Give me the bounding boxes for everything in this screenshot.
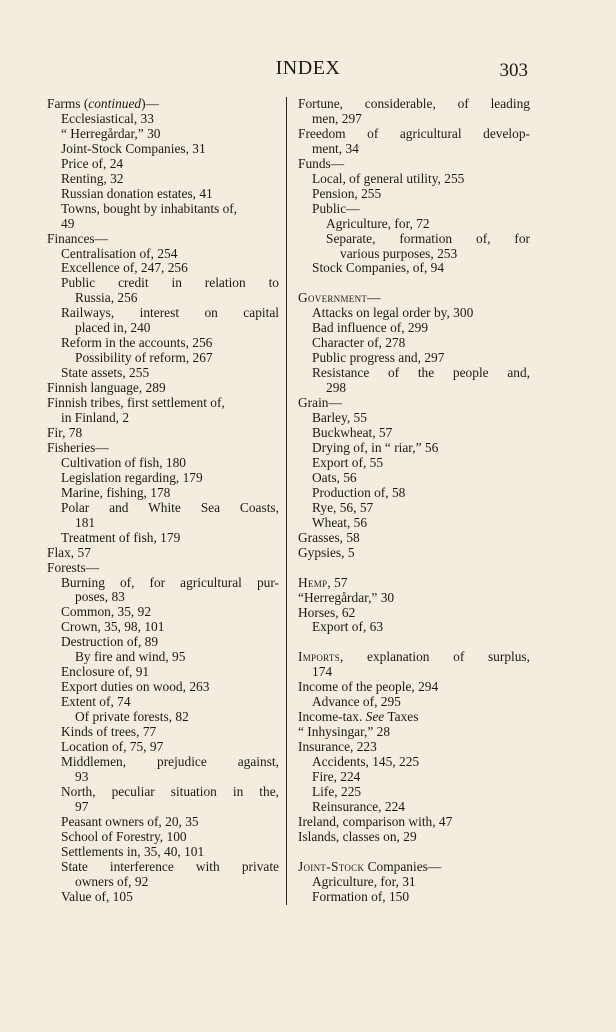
index-entry-line: Production of, 58 (312, 484, 406, 500)
index-entry-line: Towns, bought by inhabitants of, (61, 200, 238, 216)
index-entry-line: State interference with private (61, 858, 279, 874)
index-entry-line: Crown, 35, 98, 101 (61, 619, 165, 635)
index-entry-line: Separate, formation of, for (326, 230, 530, 246)
index-entry-line: Accidents, 145, 225 (312, 754, 420, 770)
index-entry-line: Possibility of reform, 267 (75, 350, 213, 366)
index-entry-line: 49 (61, 215, 75, 231)
index-entry-line: Middlemen, prejudice against, (61, 753, 279, 769)
index-entry-line (298, 650, 530, 665)
index-entry-line: Ecclesiastical, 33 (61, 110, 154, 126)
index-entry-line: Gypsies, 5 (298, 544, 355, 560)
index-entry-text: , explanation of surplus, (340, 649, 530, 665)
index-entry-line: Formation of, 150 (312, 888, 410, 904)
index-entry-line: State assets, 255 (61, 365, 150, 381)
index-entry-line: Legislation regarding, 179 (61, 469, 203, 485)
index-entry-line: Agriculture, for, 72 (326, 215, 430, 231)
page-title: INDEX (275, 57, 341, 79)
index-entry-line: Funds— (298, 155, 345, 171)
index-entry-line: Finnish language, 289 (47, 380, 166, 396)
index-entry-line: Export of, 55 (312, 454, 384, 470)
index-entry-text: Companies— (364, 858, 442, 874)
index-entry-line: Fir, 78 (47, 424, 83, 440)
index-entry-line: Treatment of fish, 179 (61, 529, 181, 545)
index-entry-line: Fisheries— (47, 439, 109, 455)
index-entry-line: Reform in the accounts, 256 (61, 335, 213, 351)
index-entry-line: Railways, interest on capital (61, 305, 279, 321)
index-entry-line: Russia, 256 (75, 290, 138, 306)
index-entry-line: 93 (75, 768, 89, 784)
index-section-gap (298, 561, 530, 576)
index-entry-line: Burning of, for agricultural pur- (61, 574, 279, 590)
index-entry-line: Pension, 255 (312, 185, 382, 201)
index-entry-line: Forests— (47, 559, 100, 575)
index-entry-line: Attacks on legal order by, 300 (312, 305, 474, 321)
index-entry-line (298, 576, 530, 591)
index-entry-line (298, 860, 530, 875)
index-entry-line: Public— (312, 200, 360, 216)
index-entry-line (298, 710, 530, 725)
index-entry-text: Taxes (384, 709, 419, 725)
page-number: 303 (499, 60, 528, 81)
index-entry-line: Fire, 224 (312, 769, 361, 785)
index-entry-line: 298 (326, 380, 347, 396)
index-entry-line: Finnish tribes, first settlement of, (47, 395, 225, 411)
index-entry-line: Life, 225 (312, 783, 362, 799)
index-entry-line: Cultivation of fish, 180 (61, 454, 186, 470)
index-entry-line: Export of, 63 (312, 619, 384, 635)
index-entry-line: Insurance, 223 (298, 739, 377, 755)
index-entry-line: various purposes, 253 (340, 245, 458, 261)
index-entry-line: Bad influence of, 299 (312, 320, 429, 336)
index-entry-line: Value of, 105 (61, 888, 133, 904)
index-entry-line: Drying of, in “ riar,” 56 (312, 439, 439, 455)
index-entry-line: Character of, 278 (312, 335, 406, 351)
index-section-gap (298, 635, 530, 650)
index-entry-line: Joint-Stock Companies, 31 (61, 140, 206, 156)
index-column-right (298, 97, 530, 905)
index-entry-line: Barley, 55 (312, 410, 367, 426)
index-entry-line: Peasant owners of, 20, 35 (61, 813, 199, 829)
index-entry-line: 97 (75, 798, 89, 814)
index-entry-line: Export duties on wood, 263 (61, 679, 210, 695)
index-entry-line: Centralisation of, 254 (61, 245, 178, 261)
index-entry-line: Ireland, comparison with, 47 (298, 813, 453, 829)
index-entry-line: Location of, 75, 97 (61, 738, 164, 754)
index-entry-line: Of private forests, 82 (75, 709, 189, 725)
index-entry-line: Extent of, 74 (61, 694, 131, 710)
index-entry-line: Agriculture, for, 31 (312, 873, 416, 889)
index-entry-line: men, 297 (312, 110, 362, 126)
index-entry-line: Enclosure of, 91 (61, 664, 150, 680)
index-entry-line: Destruction of, 89 (61, 634, 159, 650)
index-entry-line: Advance of, 295 (312, 694, 401, 710)
index-entry-line: Fortune, considerable, of leading (298, 96, 530, 111)
index-entry-text: continued (88, 96, 142, 111)
index-entry-line: Rye, 56, 57 (312, 499, 374, 515)
index-entry-line: By fire and wind, 95 (75, 649, 186, 665)
index-entry-line: Local, of general utility, 255 (312, 170, 465, 186)
index-entry-line (298, 291, 530, 306)
index-entry-text: Income-tax. (298, 709, 366, 725)
index-entry-line: ment, 34 (312, 140, 359, 156)
index-entry-line (47, 97, 279, 112)
index-entry-line: Russian donation estates, 41 (61, 185, 213, 201)
index-entry-text: )— (141, 96, 159, 111)
index-entry-line: Common, 35, 92 (61, 604, 152, 620)
index-entry-line: poses, 83 (75, 589, 125, 605)
index-entry-line: Finances— (47, 230, 108, 246)
index-entry-line: Buckwheat, 57 (312, 425, 393, 441)
index-column-left (47, 97, 279, 904)
index-entry-line: Public progress and, 297 (312, 350, 445, 366)
index-entry-line: Excellence of, 247, 256 (61, 260, 188, 276)
index-entry-line: Freedom of agricultural develop- (298, 125, 530, 141)
index-section-gap (298, 845, 530, 860)
index-entry-text: Farms ( (47, 96, 89, 111)
index-entry-line: Polar and White Sea Coasts, (61, 499, 279, 515)
index-entry-line: Reinsurance, 224 (312, 798, 405, 814)
index-entry-line: Flax, 57 (47, 544, 91, 560)
index-entry-line: Stock Companies, of, 94 (312, 260, 445, 276)
index-entry-line: North, peculiar situation in the, (61, 783, 279, 799)
index-entry-text: Imports (298, 649, 341, 665)
index-entry-line: Islands, classes on, 29 (298, 828, 417, 844)
index-entry-line: “Herregårdar,” 30 (298, 589, 395, 605)
index-entry-line: in Finland, 2 (61, 410, 130, 426)
index-entry-line: Settlements in, 35, 40, 101 (61, 843, 205, 859)
index-entry-line: placed in, 240 (75, 320, 151, 336)
index-entry-line: Wheat, 56 (312, 514, 368, 530)
index-entry-line: Income of the people, 294 (298, 679, 439, 695)
index-entry-text: Hemp (298, 574, 328, 590)
index-entry-text: Government (298, 290, 368, 306)
index-entry-line: Grain— (298, 395, 342, 411)
index-entry-text: Joint-Stock (298, 858, 365, 874)
index-entry-line: Price of, 24 (61, 155, 124, 171)
index-entry-text: — (367, 290, 381, 306)
index-entry-line: Resistance of the people and, (312, 365, 530, 381)
index-section-gap (298, 276, 530, 291)
index-entry-line: School of Forestry, 100 (61, 828, 187, 844)
index-entry-line: Grasses, 58 (298, 529, 360, 545)
index-entry-line: Oats, 56 (312, 469, 357, 485)
index-entry-text: , 57 (327, 574, 348, 590)
index-entry-line: “ Inhysingar,” 28 (298, 724, 391, 740)
index-entry-text: See (365, 709, 385, 725)
index-entry-line: owners of, 92 (75, 873, 149, 889)
index-entry-line: Renting, 32 (61, 170, 124, 186)
index-entry-line: 181 (75, 514, 96, 530)
index-entry-line: Kinds of trees, 77 (61, 724, 157, 740)
index-entry-line: Public credit in relation to (61, 275, 279, 291)
index-entry-line: “ Herregårdar,” 30 (61, 125, 161, 141)
column-divider (286, 97, 287, 905)
index-entry-line: Marine, fishing, 178 (61, 484, 171, 500)
index-entry-line: 174 (312, 664, 333, 680)
index-entry-line: Horses, 62 (298, 604, 356, 620)
